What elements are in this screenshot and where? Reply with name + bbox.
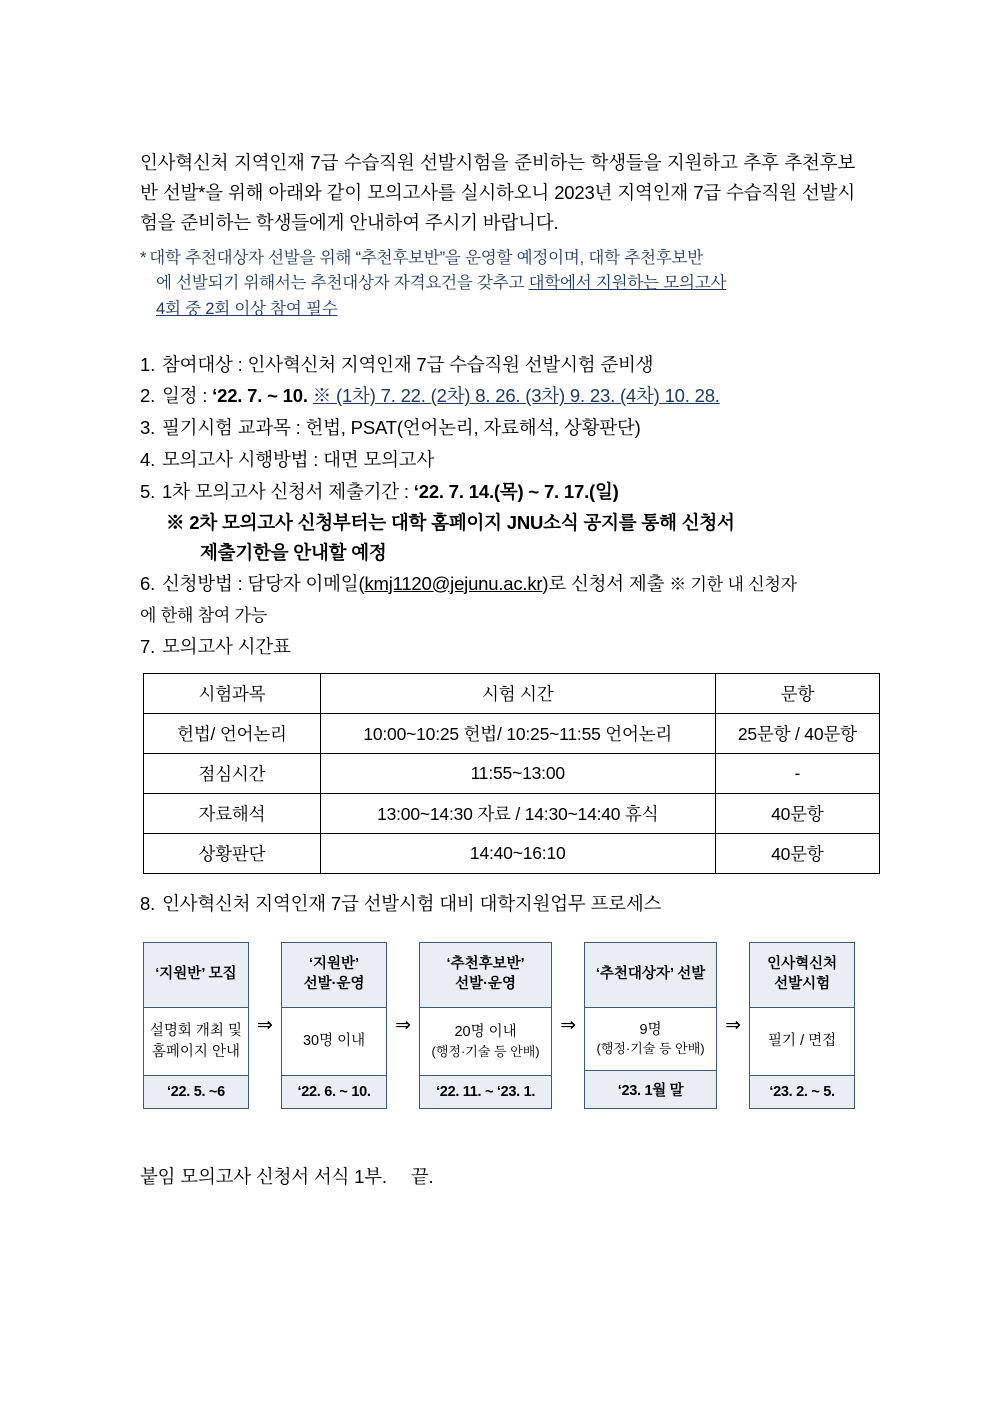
cell-time: 14:40~16:10 [320,834,715,874]
table-row [144,794,880,834]
step-3-period: ‘22. 11. ~ ‘23. 1. [420,1075,551,1108]
closing-end: 끝. [410,1166,434,1188]
item-2-number: 2. [140,385,156,407]
table-header-questions: 문항 [715,674,879,714]
step-3-body-line-1: 20명 이내 [454,1024,517,1041]
step-2-title-line-1: ‘지원반’ [309,956,360,973]
process-step-1 [143,942,249,1109]
process-step-4 [584,942,717,1109]
arrow-icon: ⇒ [395,1015,412,1037]
arrow-icon: ⇒ [560,1015,577,1037]
process-step-5 [749,942,855,1109]
step-3-body [420,1008,551,1075]
item-5-note-line-1: ※ 2차 모의고사 신청부터는 대학 홈페이지 JNU소식 공지를 통해 신청서 [166,511,735,533]
arrow-icon: ⇒ [725,1015,741,1037]
table-row [144,754,880,794]
cell-subject: 점심시간 [144,754,321,794]
item-1-text: 참여대상 : 인사혁신처 지역인재 7급 수습직원 선발시험 준비생 [162,353,654,375]
step-4-body-line-1: 9명 [639,1021,662,1038]
spacer [140,323,855,349]
step-5-title [750,943,854,1008]
list-item-1 [140,349,855,381]
item-5-label: 1차 모의고사 신청서 제출기간 : [162,480,414,502]
exam-schedule-table [143,673,880,874]
item-4-number: 4. [140,449,156,471]
step-4-body-line-2: (행정·기술 등 안배) [596,1041,705,1057]
item-5-note [140,508,855,568]
cell-questions: 40문항 [715,834,879,874]
intro-paragraph: 인사혁신처 지역인재 7급 수습직원 선발시험을 준비하는 학생들을 지원하고 추후 추천후보반 선발*을 위해 아래와 같이 모의고사를 실시하오니 2023년 지역인재 7급 수습직원 선발시험을 준비하는 학생들에게 안내하여 주시기 바랍니다. [140,152,855,233]
list-item-4 [140,444,855,476]
table-row [144,834,880,874]
item-5-note-line-2: 제출기한을 안내할 예정 [200,541,387,563]
table-header-time: 시험 시간 [320,674,715,714]
item-7-number: 7. [140,636,156,658]
table-header-row [144,674,880,714]
step-5-body [750,1008,854,1075]
cell-questions: 25문항 / 40문항 [715,714,879,754]
step-2-body-line-1: 30명 이내 [302,1033,366,1050]
footnote-line-1: 대학 추천대상자 선발을 위해 “추천후보반”을 운영할 예정이며, 대학 추천후보반 [149,248,703,267]
step-3-body-line-2: (행정·기술 등 안배) [431,1043,540,1059]
item-4-text: 모의고사 시행방법 : 대면 모의고사 [162,449,435,471]
cell-questions: 40문항 [715,794,879,834]
step-2-period: ‘22. 6. ~ 10. [282,1075,386,1108]
step-2-title [282,943,386,1008]
document-content [140,148,855,1189]
item-5-number: 5. [140,480,156,502]
item-2-blue-note: ※ (1차) 7. 22. (2차) 8. 26. (3차) 9. 23. (4차) 10. 28. [312,385,720,407]
item-2-date: ‘22. 7. ~ 10. [212,385,308,407]
step-1-period: ‘22. 5. ~6 [144,1075,248,1108]
numbered-list [140,349,855,663]
process-step-2 [281,942,387,1109]
closing-line [140,1163,855,1189]
cell-questions: - [715,754,879,794]
item-7-text: 모의고사 시간표 [162,636,291,658]
item-5-date: ‘22. 7. 14.(목) ~ 7. 17.(일) [413,480,619,502]
table-header-subject: 시험과목 [144,674,321,714]
footnote-line-3: 4회 중 2회 이상 참여 필수 [156,300,338,319]
step-4-period: ‘23. 1월 말 [585,1070,716,1108]
list-item-7 [140,631,855,663]
step-5-title-line-1: 인사혁신처 [767,956,838,973]
item-8-text: 인사혁신처 지역인재 7급 선발시험 대비 대학지원업무 프로세스 [162,893,662,915]
step-4-body [585,1008,716,1070]
cell-time: 10:00~10:25 헌법/ 10:25~11:55 언어논리 [320,714,715,754]
cell-time: 11:55~13:00 [320,754,715,794]
item-3-text: 필기시험 교과목 : 헌법, PSAT(언어논리, 자료해석, 상황판단) [162,417,641,439]
list-item-8 [140,888,855,920]
process-step-3 [419,942,552,1109]
step-3-title-line-1: ‘추천후보반’ [446,956,525,973]
list-item-3 [140,412,855,444]
step-5-period: ‘23. 2. ~ 5. [750,1075,854,1108]
table-row [144,714,880,754]
footnote-star: * [140,248,147,267]
cell-time: 13:00~14:30 자료 / 14:30~14:40 휴식 [320,794,715,834]
footnote-line-2b: 대학에서 지원하는 모의고사 [528,274,727,293]
arrow-icon: ⇒ [257,1015,273,1037]
item-6-text-c: ※ 기한 내 신청자 [669,574,797,594]
step-4-title: ‘추천대상자’ 선발 [585,943,716,1008]
item-8-number: 8. [140,893,156,915]
footnote-line-2a: 에 선발되기 위해서는 추천대상자 자격요건을 갖추고 [156,274,529,293]
footnote-line-2 [140,271,855,297]
step-3-title [420,943,551,1008]
item-6-number: 6. [140,572,156,594]
list-item-6 [140,568,855,632]
cell-subject: 자료해석 [144,794,321,834]
footnote-block [140,246,855,323]
item-3-number: 3. [140,417,156,439]
closing-text: 붙임 모의고사 신청서 서식 1부. [140,1166,387,1188]
item-6-text-b: )로 신청서 제출 [542,572,670,594]
list-item-5 [140,476,855,568]
step-2-title-line-2: 선발·운영 [303,975,365,992]
step-1-body-line-1: 설명회 개최 및 [149,1023,242,1040]
item-6-text-d: 에 한해 참여 가능 [140,606,268,626]
item-2-label: 일정 : [162,385,213,407]
step-2-body [282,1008,386,1075]
list-item-2 [140,380,855,412]
step-5-body-line-1: 필기 / 면접 [768,1033,837,1050]
item-1-number: 1. [140,353,156,375]
item-6-text-a: 신청방법 : 담당자 이메일( [162,572,365,594]
step-3-title-line-2: 선발·운영 [455,975,516,992]
cell-subject: 헌법/ 언어논리 [144,714,321,754]
contact-email-link[interactable]: kmj1120@jejunu.ac.kr [364,572,543,594]
step-1-title: ‘지원반’ 모집 [144,943,248,1008]
step-1-body-line-2: 홈페이지 안내 [151,1043,240,1060]
process-diagram [143,942,855,1109]
step-1-body [144,1008,248,1075]
cell-subject: 상황판단 [144,834,321,874]
step-5-title-line-2: 선발시험 [774,975,831,992]
